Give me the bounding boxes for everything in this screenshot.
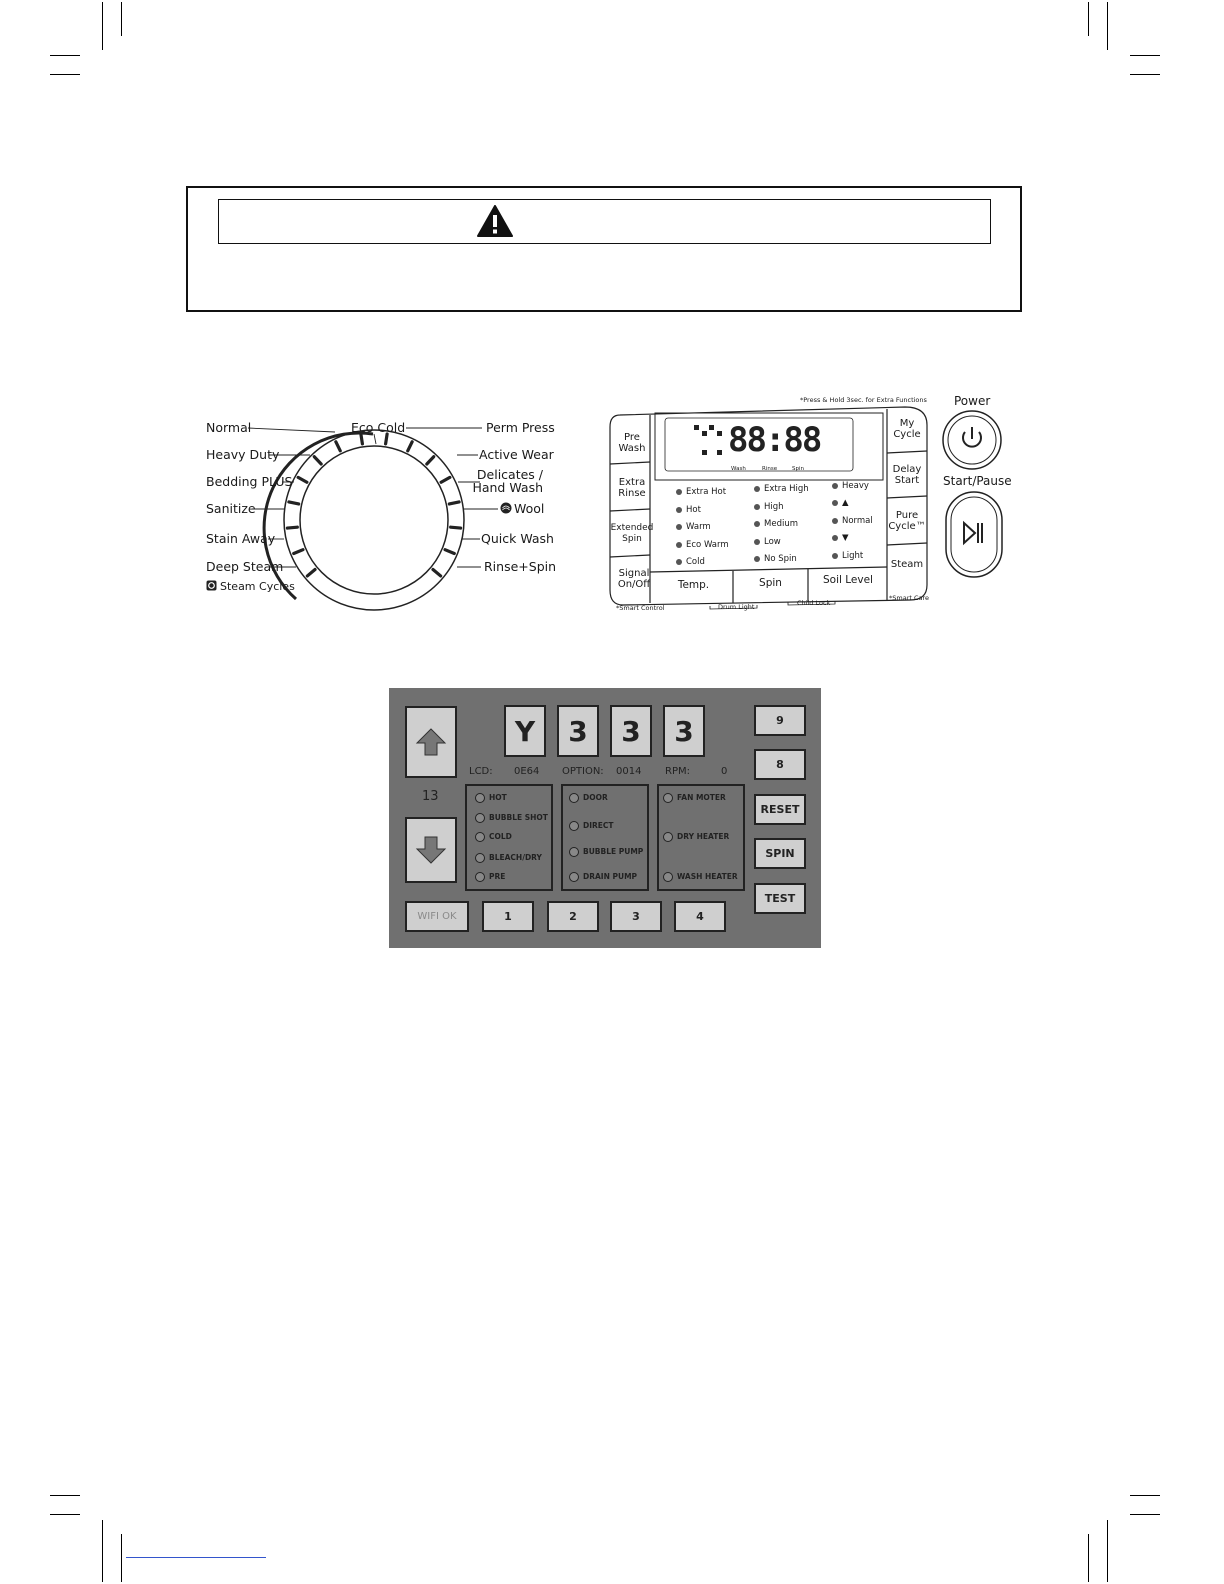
- led-indicator: HOT: [475, 793, 507, 803]
- stage-wash: Wash: [731, 466, 746, 472]
- temp-button[interactable]: Temp.: [677, 579, 710, 591]
- dial-label-quick-wash: Quick Wash: [481, 531, 554, 546]
- pure-cycle-button[interactable]: [887, 510, 927, 532]
- temp-option: Extra Hot: [676, 487, 726, 497]
- soil-option: ▼: [832, 533, 849, 543]
- extra-rinse-button[interactable]: [612, 477, 652, 499]
- wool-icon: [500, 502, 512, 514]
- pre-wash-line1: Pre: [624, 432, 640, 443]
- down-button[interactable]: [405, 817, 457, 883]
- temp-option: Warm: [676, 522, 711, 532]
- steam-line1: Steam: [890, 559, 924, 570]
- dial-label-stain-away: Stain Away: [206, 531, 276, 546]
- soil-option: Normal: [832, 516, 873, 526]
- dial-tick: [307, 569, 315, 575]
- delay-start-line2: Start: [894, 475, 920, 486]
- extended-spin-line2: Spin: [622, 534, 642, 544]
- dial-tick: [451, 527, 461, 528]
- led-indicator: PRE: [475, 872, 505, 882]
- dial-label-deep-steam: Deep Steam: [206, 559, 284, 574]
- lcd-digits: 88:88: [728, 420, 821, 460]
- delay-start-button[interactable]: [887, 464, 927, 486]
- drum-light-note: Drum Light: [718, 603, 755, 611]
- dial-label-normal: Normal: [206, 420, 252, 435]
- soil-option: Light: [832, 551, 863, 561]
- signal-button[interactable]: [612, 568, 656, 590]
- extra-rinse-line2: Rinse: [618, 488, 646, 499]
- stage-rinse: Rinse: [762, 466, 778, 472]
- delay-start-line1: Delay: [892, 464, 922, 475]
- lcd-value: 0E64: [514, 766, 540, 777]
- steam-button[interactable]: [887, 559, 927, 570]
- test-button-1[interactable]: 1: [482, 901, 534, 932]
- pure-cycle-line2: Cycle™: [888, 521, 926, 532]
- stage-spin: Spin: [792, 466, 804, 472]
- warning-triangle-icon: [477, 205, 513, 237]
- dial-label-perm-press: Perm Press: [486, 420, 555, 435]
- steam-icon: [206, 580, 217, 591]
- dial-tick: [361, 434, 363, 444]
- dial-tick: [287, 527, 297, 528]
- spin-test-button[interactable]: SPIN: [754, 838, 806, 869]
- dial-tick: [336, 442, 340, 451]
- dial-label-wool: [500, 502, 544, 516]
- spin-option: Low: [754, 537, 781, 547]
- lcd-label: LCD:: [469, 766, 493, 777]
- rpm-label: RPM:: [665, 766, 690, 777]
- dial-tick: [408, 442, 412, 451]
- dial-tick: [294, 550, 303, 554]
- my-cycle-button[interactable]: [887, 418, 927, 440]
- smart-control-note: *Smart Control: [616, 604, 665, 612]
- test-button-3[interactable]: 3: [610, 901, 662, 932]
- dial-tick: [289, 502, 299, 504]
- start-pause-label: Start/Pause: [943, 474, 1012, 488]
- wool-label: Wool: [514, 501, 545, 516]
- dial-tick: [427, 457, 434, 464]
- extended-spin-line1: Extended: [610, 523, 654, 533]
- dial-tick: [433, 569, 441, 575]
- dial-label-bedding-plus: Bedding PLUS: [206, 474, 293, 489]
- test-button-2[interactable]: 2: [547, 901, 599, 932]
- spin-button[interactable]: Spin: [759, 577, 782, 589]
- reset-button[interactable]: RESET: [754, 794, 806, 825]
- dial-tick: [449, 502, 459, 504]
- start-pause-button[interactable]: [946, 492, 1004, 579]
- temp-option: Eco Warm: [676, 540, 729, 550]
- smart-care-note: *Smart Care: [889, 594, 930, 602]
- display-digit: 3: [610, 705, 652, 757]
- steam-cycles-label: Steam Cycles: [220, 580, 295, 593]
- smart-care-text: Smart Care: [892, 594, 930, 602]
- temp-option: Cold: [676, 557, 705, 567]
- my-cycle-line1: My: [899, 418, 915, 429]
- extra-functions-note: *Press & Hold 3sec. for Extra Functions: [800, 396, 927, 404]
- spin-option: No Spin: [754, 554, 797, 564]
- spin-option: Extra High: [754, 484, 809, 494]
- spin-option: Medium: [754, 519, 798, 529]
- signal-line2: On/Off: [617, 579, 651, 590]
- warning-header: [218, 199, 991, 244]
- dial-label-eco-cold: Eco Cold: [351, 420, 406, 435]
- power-label: Power: [954, 394, 991, 408]
- dial-tick: [386, 434, 388, 444]
- spin-option: High: [754, 502, 784, 512]
- steam-cycles-note: [206, 580, 295, 594]
- led-indicator: DIRECT: [569, 821, 614, 831]
- led-indicator: DOOR: [569, 793, 608, 803]
- service-test-panel: [389, 688, 821, 948]
- smart-control-text: Smart Control: [619, 604, 665, 612]
- pre-wash-button[interactable]: [612, 432, 652, 454]
- soil-option: Heavy: [832, 481, 869, 491]
- pure-cycle-line1: Pure: [895, 510, 919, 521]
- test-button[interactable]: TEST: [754, 883, 806, 914]
- led-indicator: FAN MOTER: [663, 793, 726, 803]
- extra-rinse-line1: Extra: [618, 477, 646, 488]
- my-cycle-line2: Cycle: [893, 429, 921, 440]
- test-button-4[interactable]: 4: [674, 901, 726, 932]
- dial-tick: [441, 477, 450, 482]
- dial-label-hand-wash: Hand Wash: [472, 480, 543, 495]
- led-indicator: DRY HEATER: [663, 832, 729, 842]
- dial-tick: [298, 477, 307, 482]
- dial-label-sanitize: Sanitize: [206, 501, 256, 516]
- wifi-ok-button[interactable]: WIFI OK: [405, 901, 469, 932]
- led-indicator: DRAIN PUMP: [569, 872, 637, 882]
- temp-option: Hot: [676, 505, 701, 515]
- dial-label-active-wear: Active Wear: [479, 447, 554, 462]
- rpm-value: 0: [721, 766, 728, 777]
- led-indicator: WASH HEATER: [663, 872, 738, 882]
- child-lock-note: Child Lock: [797, 599, 831, 607]
- led-indicator: BLEACH/DRY: [475, 853, 542, 863]
- option-value: 0014: [616, 766, 642, 777]
- signal-line1: Signal: [618, 568, 650, 579]
- display-digit: Y: [504, 705, 546, 757]
- option-label: OPTION:: [562, 766, 604, 777]
- power-button[interactable]: [943, 411, 1003, 469]
- up-button[interactable]: [405, 706, 457, 778]
- dial-tick: [314, 457, 321, 464]
- soil-level-button[interactable]: Soil Level: [823, 574, 873, 586]
- display-digit: 3: [663, 705, 705, 757]
- led-indicator: BUBBLE PUMP: [569, 847, 643, 857]
- pre-wash-line2: Wash: [618, 443, 646, 454]
- led-indicator: COLD: [475, 832, 512, 842]
- counter-value: 13: [422, 789, 439, 804]
- up-arrow-icon: [415, 727, 447, 757]
- dial-tick: [445, 550, 454, 554]
- dial-label-heavy-duty: Heavy Duty: [206, 447, 280, 462]
- extra-functions-note-text: Press & Hold 3sec. for Extra Functions: [803, 396, 927, 404]
- dial-label-rinse-spin: Rinse+Spin: [484, 559, 557, 574]
- led-indicator: BUBBLE SHOT: [475, 813, 548, 823]
- button-9[interactable]: 9: [754, 705, 806, 736]
- soil-option: ▲: [832, 498, 849, 508]
- dial-label-delicates: Delicates /: [476, 467, 543, 482]
- down-arrow-icon: [415, 835, 447, 865]
- extended-spin-button[interactable]: [610, 523, 654, 545]
- display-digit: 3: [557, 705, 599, 757]
- button-8[interactable]: 8: [754, 749, 806, 780]
